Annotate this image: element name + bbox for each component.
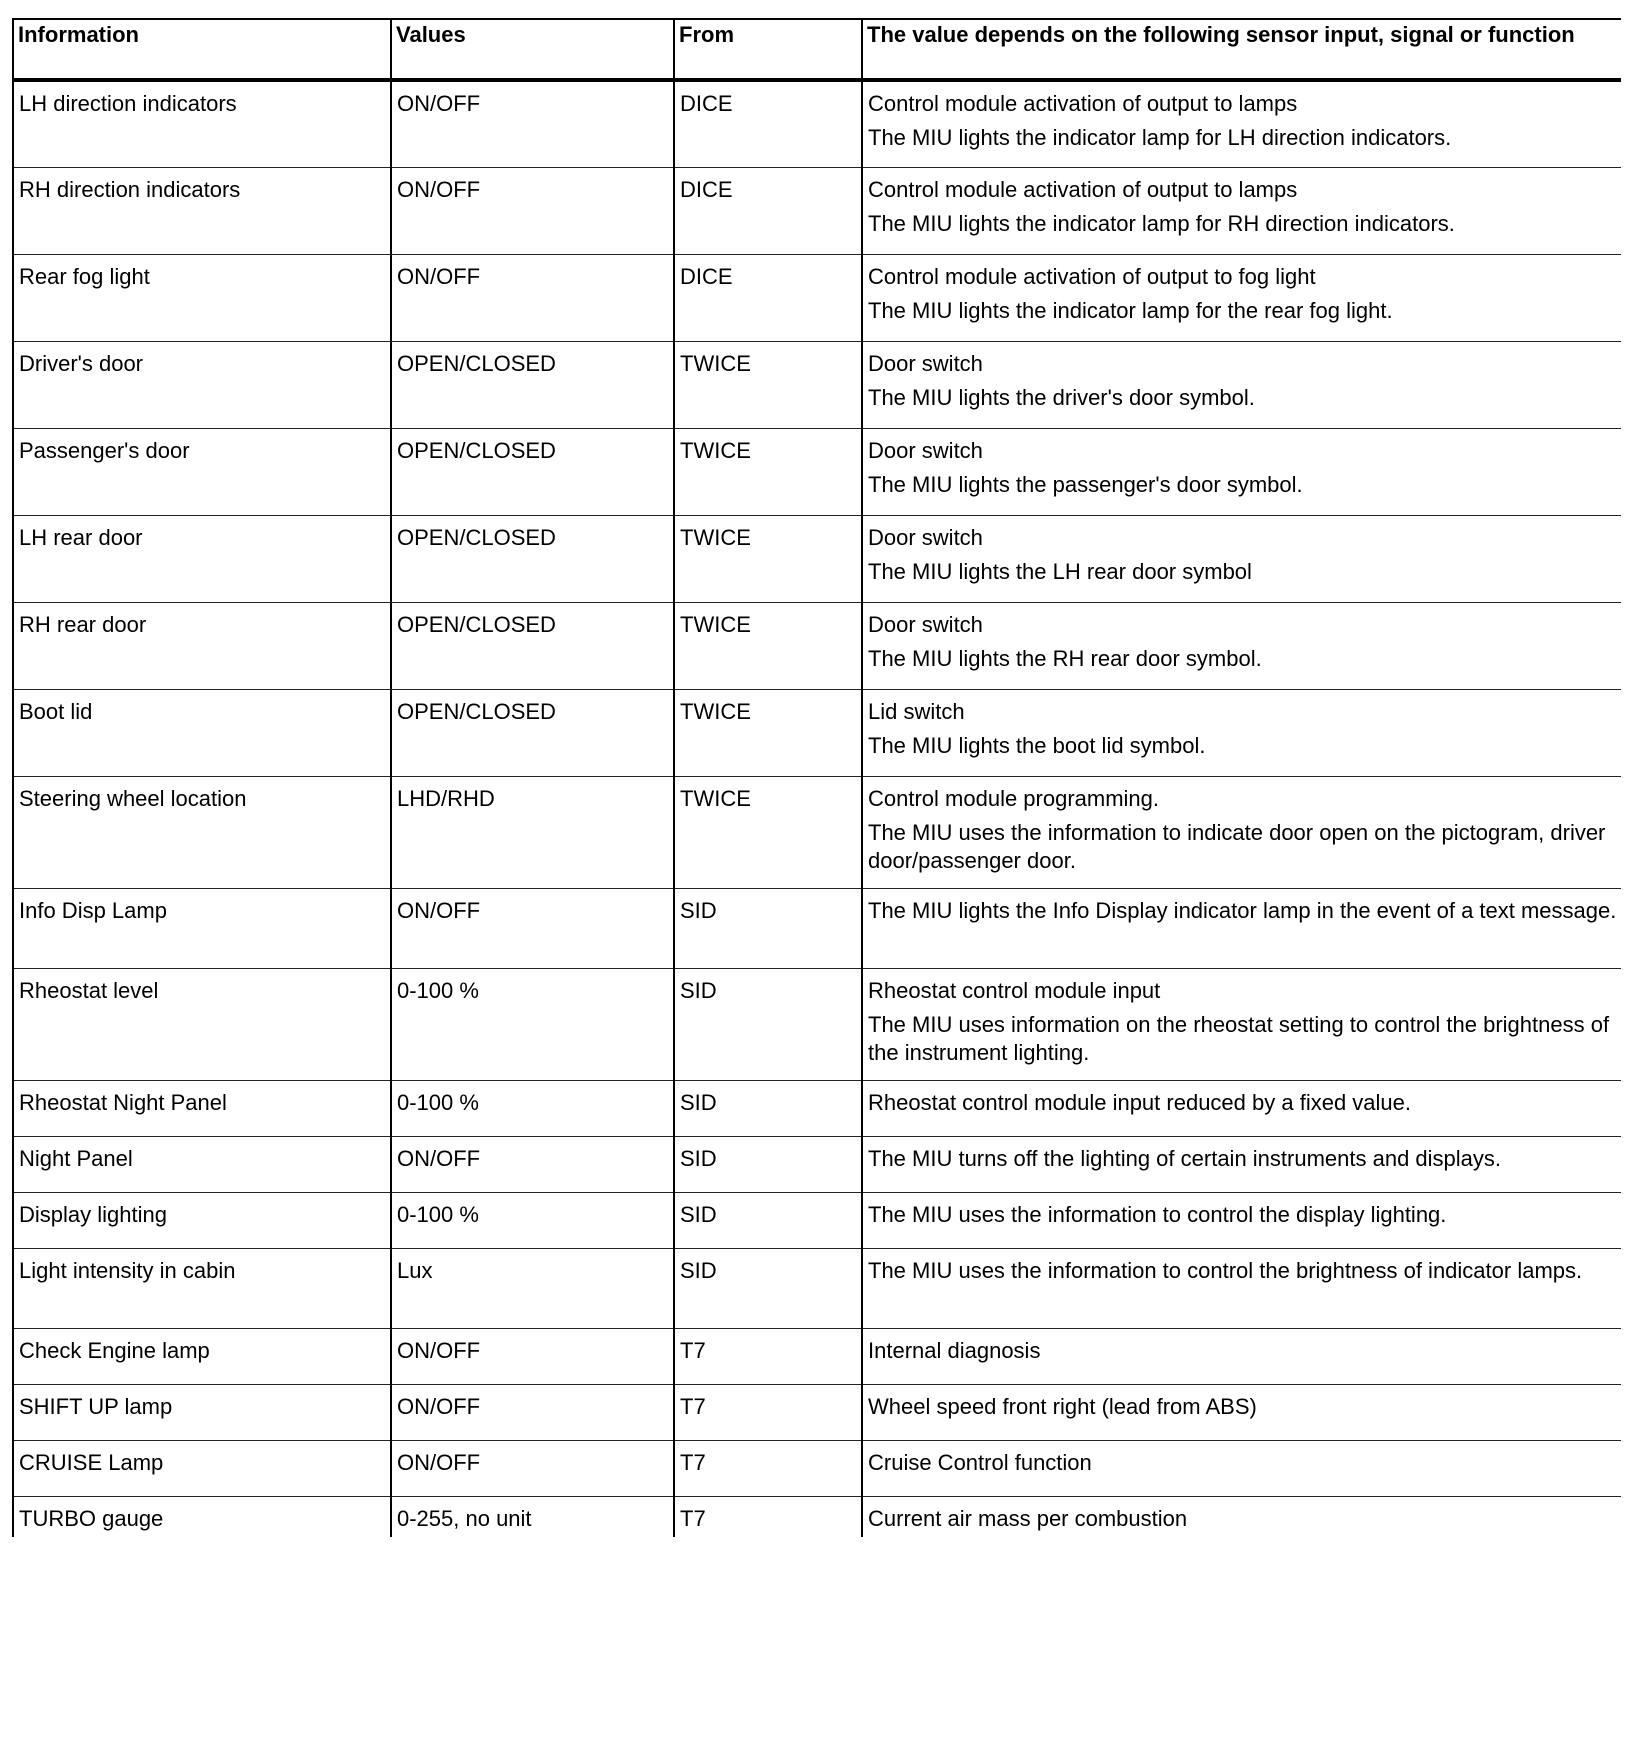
cell-from: SID bbox=[674, 1080, 862, 1136]
table-row bbox=[13, 1440, 1621, 1496]
table-row bbox=[13, 888, 1621, 968]
cell-from: SID bbox=[674, 1136, 862, 1192]
cell-values: ON/OFF bbox=[391, 80, 674, 167]
description-line: The MIU lights the Info Display indicator lamp in the event of a text message. bbox=[868, 897, 1617, 923]
description-line: The MIU lights the driver's door symbol. bbox=[868, 384, 1255, 410]
header-information: Information bbox=[13, 19, 391, 80]
cell-information: Rheostat level bbox=[13, 968, 391, 1080]
cell-description bbox=[862, 167, 1621, 254]
cell-values: 0-100 % bbox=[391, 1192, 674, 1248]
cell-from: SID bbox=[674, 1248, 862, 1328]
cell-values: ON/OFF bbox=[391, 1440, 674, 1496]
table-row bbox=[13, 428, 1621, 515]
cell-values: 0-255, no unit bbox=[391, 1496, 674, 1537]
cell-values: OPEN/CLOSED bbox=[391, 428, 674, 515]
table-row bbox=[13, 776, 1621, 888]
cell-description bbox=[862, 254, 1621, 341]
description-line: Control module activation of output to fog light bbox=[868, 263, 1316, 289]
description-line: Control module activation of output to lamps bbox=[868, 176, 1298, 202]
cell-information: Info Disp Lamp bbox=[13, 888, 391, 968]
description-line: Current air mass per combustion bbox=[868, 1505, 1188, 1531]
description-line: The MIU uses the information to indicate door open on the pictogram, driver door/passenger door. bbox=[868, 819, 1606, 873]
cell-from: T7 bbox=[674, 1496, 862, 1537]
cell-from: DICE bbox=[674, 254, 862, 341]
cell-values: ON/OFF bbox=[391, 167, 674, 254]
cell-information: Steering wheel location bbox=[13, 776, 391, 888]
table-row bbox=[13, 341, 1621, 428]
description-line: The MIU uses information on the rheostat setting to control the brightness of the instrument lighting. bbox=[868, 1011, 1610, 1065]
cell-from: TWICE bbox=[674, 776, 862, 888]
cell-values: ON/OFF bbox=[391, 254, 674, 341]
cell-values: ON/OFF bbox=[391, 1328, 674, 1384]
cell-description bbox=[862, 1192, 1621, 1248]
table-row bbox=[13, 968, 1621, 1080]
cell-information: LH rear door bbox=[13, 515, 391, 602]
cell-information: CRUISE Lamp bbox=[13, 1440, 391, 1496]
cell-values: OPEN/CLOSED bbox=[391, 341, 674, 428]
cell-information: Boot lid bbox=[13, 689, 391, 776]
table-row bbox=[13, 1248, 1621, 1328]
cell-description bbox=[862, 602, 1621, 689]
description-line: Rheostat control module input bbox=[868, 977, 1161, 1003]
table-row bbox=[13, 167, 1621, 254]
description-line: The MIU lights the passenger's door symbol. bbox=[868, 471, 1303, 497]
cell-description bbox=[862, 428, 1621, 515]
signal-table bbox=[12, 18, 1621, 1537]
description-line: Rheostat control module input reduced by a fixed value. bbox=[868, 1089, 1411, 1115]
cell-values: OPEN/CLOSED bbox=[391, 515, 674, 602]
description-line: The MIU lights the LH rear door symbol bbox=[868, 558, 1252, 584]
cell-description bbox=[862, 888, 1621, 968]
cell-values: ON/OFF bbox=[391, 888, 674, 968]
header-depends: The value depends on the following sensor input, signal or function bbox=[862, 19, 1621, 80]
description-line: Door switch bbox=[868, 524, 983, 550]
description-line: The MIU lights the indicator lamp for the rear fog light. bbox=[868, 297, 1393, 323]
cell-from: SID bbox=[674, 968, 862, 1080]
cell-from: TWICE bbox=[674, 602, 862, 689]
cell-description bbox=[862, 341, 1621, 428]
cell-from: TWICE bbox=[674, 428, 862, 515]
cell-information: Night Panel bbox=[13, 1136, 391, 1192]
cell-values: OPEN/CLOSED bbox=[391, 689, 674, 776]
table-row bbox=[13, 1496, 1621, 1537]
cell-from: DICE bbox=[674, 80, 862, 167]
cell-from: SID bbox=[674, 1192, 862, 1248]
cell-information: Check Engine lamp bbox=[13, 1328, 391, 1384]
description-line: Internal diagnosis bbox=[868, 1337, 1041, 1363]
cell-description bbox=[862, 1328, 1621, 1384]
table-row bbox=[13, 689, 1621, 776]
cell-information: Rheostat Night Panel bbox=[13, 1080, 391, 1136]
description-line: The MIU lights the indicator lamp for LH direction indicators. bbox=[868, 125, 1452, 150]
table-row bbox=[13, 1328, 1621, 1384]
cell-from: TWICE bbox=[674, 689, 862, 776]
description-line: Control module programming. bbox=[868, 785, 1160, 811]
cell-information: Rear fog light bbox=[13, 254, 391, 341]
table-row bbox=[13, 1080, 1621, 1136]
table-row bbox=[13, 1192, 1621, 1248]
description-line: Door switch bbox=[868, 611, 983, 637]
cell-values: 0-100 % bbox=[391, 968, 674, 1080]
description-line: Door switch bbox=[868, 350, 983, 376]
cell-information: TURBO gauge bbox=[13, 1496, 391, 1537]
cell-description bbox=[862, 515, 1621, 602]
cell-information: RH direction indicators bbox=[13, 167, 391, 254]
cell-values: LHD/RHD bbox=[391, 776, 674, 888]
cell-from: SID bbox=[674, 888, 862, 968]
description-line: Lid switch bbox=[868, 698, 965, 724]
cell-information: Display lighting bbox=[13, 1192, 391, 1248]
description-line: The MIU uses the information to control the brightness of indicator lamps. bbox=[868, 1257, 1583, 1283]
cell-description bbox=[862, 776, 1621, 888]
cell-from: T7 bbox=[674, 1328, 862, 1384]
cell-from: DICE bbox=[674, 167, 862, 254]
cell-description bbox=[862, 1136, 1621, 1192]
cell-from: T7 bbox=[674, 1384, 862, 1440]
description-line: The MIU lights the boot lid symbol. bbox=[868, 732, 1206, 758]
description-line: Wheel speed front right (lead from ABS) bbox=[868, 1393, 1257, 1419]
cell-description bbox=[862, 1384, 1621, 1440]
header-values: Values bbox=[391, 19, 674, 80]
cell-information: LH direction indicators bbox=[13, 80, 391, 167]
cell-information: SHIFT UP lamp bbox=[13, 1384, 391, 1440]
description-line: Cruise Control function bbox=[868, 1449, 1092, 1475]
cell-description bbox=[862, 689, 1621, 776]
table-row bbox=[13, 1384, 1621, 1440]
cell-from: TWICE bbox=[674, 515, 862, 602]
cell-from: T7 bbox=[674, 1440, 862, 1496]
cell-information: Driver's door bbox=[13, 341, 391, 428]
description-line: The MIU lights the RH rear door symbol. bbox=[868, 645, 1262, 671]
header-from: From bbox=[674, 19, 862, 80]
table-row bbox=[13, 515, 1621, 602]
description-line: Door switch bbox=[868, 437, 983, 463]
cell-values: OPEN/CLOSED bbox=[391, 602, 674, 689]
description-line: The MIU turns off the lighting of certain instruments and displays. bbox=[868, 1145, 1502, 1171]
cell-description bbox=[862, 1248, 1621, 1328]
description-line: The MIU uses the information to control the display lighting. bbox=[868, 1201, 1447, 1227]
cell-from: TWICE bbox=[674, 341, 862, 428]
description-line: The MIU lights the indicator lamp for RH direction indicators. bbox=[868, 210, 1455, 236]
cell-information: RH rear door bbox=[13, 602, 391, 689]
cell-description bbox=[862, 1496, 1621, 1537]
cell-information: Passenger's door bbox=[13, 428, 391, 515]
description-line: Control module activation of output to lamps bbox=[868, 91, 1298, 116]
cell-description bbox=[862, 80, 1621, 167]
header-row bbox=[13, 19, 1621, 80]
cell-description bbox=[862, 1440, 1621, 1496]
table-row bbox=[13, 254, 1621, 341]
table-row bbox=[13, 1136, 1621, 1192]
table-row bbox=[13, 80, 1621, 167]
cell-information: Light intensity in cabin bbox=[13, 1248, 391, 1328]
cell-values: 0-100 % bbox=[391, 1080, 674, 1136]
cell-values: ON/OFF bbox=[391, 1136, 674, 1192]
cell-description bbox=[862, 1080, 1621, 1136]
table-row bbox=[13, 602, 1621, 689]
cell-description bbox=[862, 968, 1621, 1080]
cell-values: ON/OFF bbox=[391, 1384, 674, 1440]
cell-values: Lux bbox=[391, 1248, 674, 1328]
